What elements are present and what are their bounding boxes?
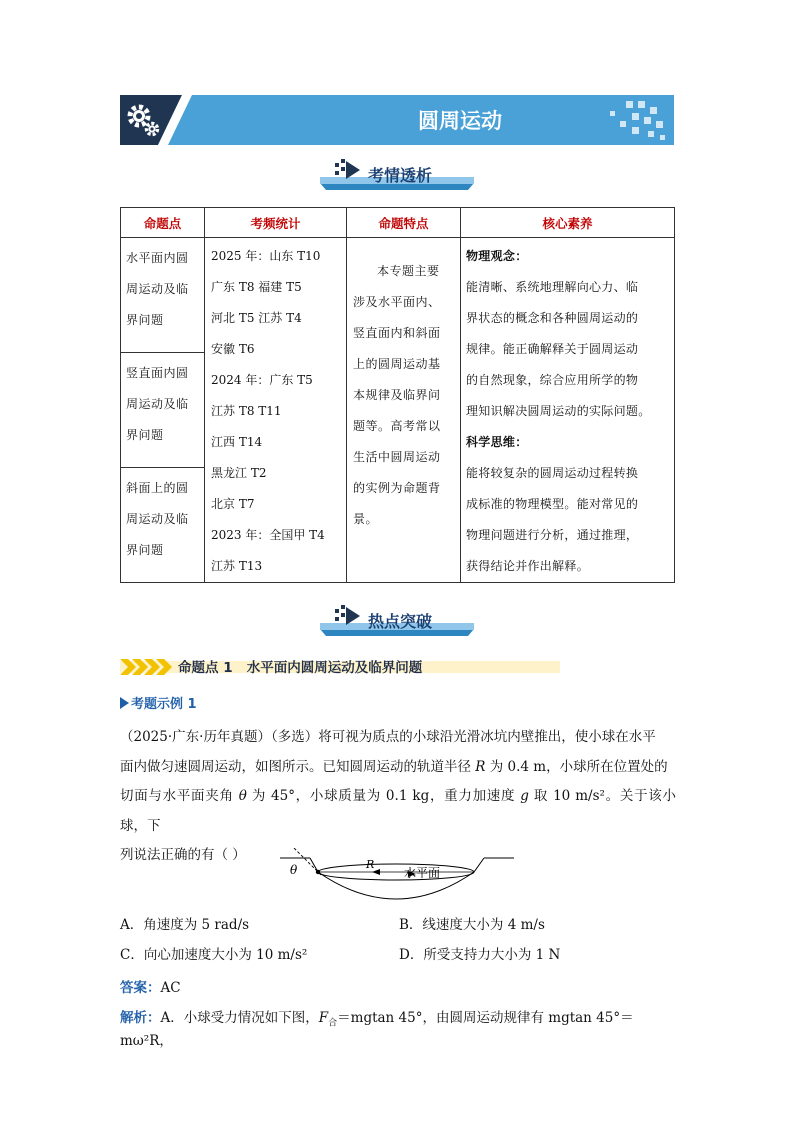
core-line: 成标准的物理模型。能对常见的 [466, 497, 639, 511]
gear-icon [124, 100, 164, 140]
topic-line: 周运动及临 [126, 512, 189, 526]
table-header: 命题特点 [347, 208, 461, 238]
core-line: 理知识解决圆周运动的实际问题。 [466, 404, 651, 418]
option-d: D．所受支持力大小为 1 N [399, 947, 561, 963]
header-banner [120, 95, 674, 145]
feature-line: 景。 [353, 512, 379, 526]
question-segment: 为 45°，小球质量为 0.1 kg，重力加速度 [246, 788, 521, 804]
feature-line: 竖直面内和斜面 [353, 326, 441, 340]
stat-line: 江西 T14 [211, 435, 263, 449]
section-header-hotspot [320, 603, 474, 637]
analysis-line [120, 1006, 680, 1049]
var-subscript: 合 [328, 1018, 338, 1029]
question-source: （2025·广东·历年真题）（多选） [120, 729, 319, 745]
topic-name: 水平面内圆周运动及临界问题 [246, 660, 423, 676]
section-title: 热点突破 [368, 612, 433, 631]
section-header-analysis [320, 157, 474, 191]
feature-line: 涉及水平面内、 [353, 295, 441, 309]
core-line: 界状态的概念和各种圆周运动的 [466, 311, 639, 325]
topic-line: 周运动及临 [126, 282, 189, 296]
play-triangle-icon [120, 697, 129, 709]
option-c: C．向心加速度大小为 10 m/s² [120, 947, 308, 963]
topic-cell [121, 353, 205, 468]
page-title: 圆周运动 [418, 109, 502, 133]
feature-line: 的实例为命题背 [353, 481, 441, 495]
core-line: 规律。能正确解释关于圆周运动 [466, 342, 639, 356]
topic-title [178, 656, 422, 676]
stat-line: 安徽 T6 [211, 342, 255, 356]
exam-analysis-table [120, 207, 675, 583]
feature-line: 本规律及临界问 [353, 388, 441, 402]
feature-text: 本专题主要 [377, 264, 440, 278]
table-header: 考频统计 [205, 208, 347, 238]
section-title: 考情透析 [368, 166, 433, 185]
answer-line [120, 976, 181, 996]
example-label: 考题示例 1 [131, 697, 197, 712]
topic-cell [121, 468, 205, 583]
question-segment: 切面与水平面夹角 [120, 788, 239, 804]
question-line [120, 753, 676, 783]
analysis-label: 解析： [120, 1010, 161, 1026]
stat-line: 2025 年：山东 T10 [211, 249, 321, 263]
question-segment: 面内做匀速圆周运动，如图所示。已知圆周运动的轨道半径 [120, 758, 476, 775]
stat-line: 黑龙江 T2 [211, 466, 267, 480]
var-theta: θ [238, 788, 247, 804]
table-row [121, 238, 675, 353]
stat-line: 2024 年：广东 T5 [211, 373, 313, 387]
example-heading [120, 693, 197, 712]
analysis-segment: A．小球受力情况如下图， [160, 1010, 319, 1026]
question-segment: 取 10 m/s²。关于该小球，下 [120, 788, 676, 834]
question-line [120, 723, 676, 753]
topic-line: 斜面上的圆 [126, 481, 189, 495]
stat-line: 江苏 T13 [211, 559, 263, 573]
table-header: 核心素养 [461, 208, 675, 238]
figure-plane-label: 水平面 [404, 866, 441, 880]
feature-line: 题等。高考常以 [353, 419, 441, 433]
table-header-row [121, 208, 675, 238]
question-line: 列说法正确的有（ ） [120, 847, 246, 863]
feature-line: 上的圆周运动基 [353, 357, 441, 371]
stat-line: 广东 T8 福建 T5 [211, 280, 302, 294]
core-literacy-cell [461, 238, 675, 583]
option-b: B．线速度大小为 4 m/s [399, 917, 545, 933]
topic-line: 界问题 [126, 313, 164, 327]
figure-r: R [366, 858, 375, 871]
question-line [120, 782, 676, 841]
core-heading: 物理观念： [466, 249, 528, 263]
question-segment: 为 0.4 m，小球所在位置处的 [485, 758, 668, 775]
feature-line [353, 256, 454, 287]
var-r: R [475, 758, 486, 775]
question-segment: 将可视为质点的小球沿光滑冰坑内壁推出，使小球在水平 [318, 729, 656, 745]
answer-value: AC [160, 980, 181, 996]
option-a: A．角速度为 5 rad/s [120, 917, 250, 933]
topic-line: 界问题 [126, 543, 164, 557]
topic-line: 水平面内圆 [126, 251, 189, 265]
feature-line: 生活中圆周运动 [353, 450, 441, 464]
stat-line: 北京 T7 [211, 497, 255, 511]
topic-line: 界问题 [126, 428, 164, 442]
topic-cell [121, 238, 205, 353]
frequency-cell [205, 238, 347, 583]
core-line: 能清晰、系统地理解向心力、临 [466, 280, 639, 294]
var-g: g [520, 788, 529, 804]
topic-heading [120, 655, 680, 677]
stat-line: 河北 T5 江苏 T4 [211, 311, 302, 325]
stat-line: 江苏 T8 T11 [211, 404, 282, 418]
answer-label: 答案： [120, 980, 161, 996]
figure-theta: θ [290, 863, 298, 877]
core-heading: 科学思维： [466, 435, 528, 449]
stat-line: 2023 年：全国甲 T4 [211, 528, 325, 542]
core-line: 获得结论并作出解释。 [466, 559, 590, 573]
features-cell [347, 238, 461, 583]
core-line: 的自然现象，综合应用所学的物 [466, 373, 639, 387]
core-line: 物理问题进行分析，通过推理， [466, 528, 639, 542]
topic-line: 竖直面内圆 [126, 366, 189, 380]
var-f: F [318, 1010, 329, 1026]
table-header: 命题点 [121, 208, 205, 238]
analysis-segment: ＝mgtan 45°，由圆周运动规律有 mgtan 45°＝mω²R， [120, 1010, 634, 1049]
core-line: 能将较复杂的圆周运动过程转换 [466, 466, 639, 480]
topic-line: 周运动及临 [126, 397, 189, 411]
topic-label: 命题点 1 [178, 660, 233, 676]
bowl-diagram [276, 848, 518, 904]
